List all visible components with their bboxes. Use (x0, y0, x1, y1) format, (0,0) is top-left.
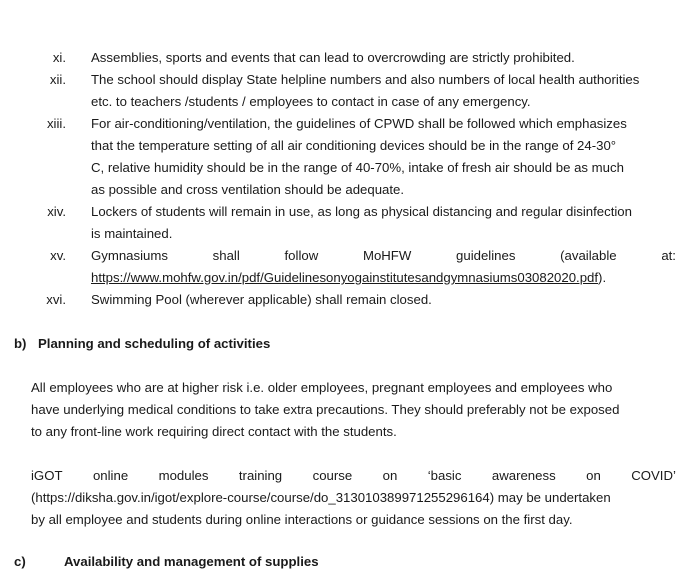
item-xvi-line-1: Swimming Pool (wherever applicable) shall remain closed. (91, 292, 432, 307)
section-b-para1-line-1: All employees who are at higher risk i.e. older employees, pregnant employees and employees who (31, 380, 613, 395)
word: ‘basic (427, 468, 462, 483)
link-suffix: ). (598, 270, 607, 285)
section-b-para2-line-2: (https://diksha.gov.in/igot/explore-course/course/do_31301038997125529616​4) may be undertaken (31, 490, 611, 505)
word: MoHFW (362, 248, 412, 263)
word: COVID’ (631, 468, 676, 483)
item-number-xi: xi. (52, 50, 66, 65)
word: modules (158, 468, 209, 483)
word: (available (560, 248, 617, 263)
item-xiii-line-1: For air-conditioning/ventilation, the guidelines of CPWD shall be followed which emphasizes (91, 116, 627, 131)
word: course (312, 468, 353, 483)
word: shall (212, 248, 240, 263)
word: follow (284, 248, 319, 263)
mohfw-guidelines-link[interactable]: https://www.mohfw.gov.in/pdf/Guidelinesonyogainstitutesandgymnasiums03082020.pdf (91, 270, 599, 285)
item-xiv-line-2: is maintained. (91, 226, 173, 241)
section-b-para2-line-1 (31, 468, 676, 483)
item-xiii-line-3: C, relative humidity should be in the range of 40-70%, intake of fresh air should be as much (91, 160, 624, 175)
item-number-xv: xv. (50, 248, 66, 263)
word: training (238, 468, 283, 483)
section-b-para1-line-3: to any front-line work requiring direct contact with the students. (31, 424, 397, 439)
item-xii-line-2: etc. to teachers /students / employees to contact in case of any emergency. (91, 94, 531, 109)
item-xv-line-1 (91, 248, 676, 263)
item-xv-line-2 (91, 270, 676, 285)
section-b-label: b) (14, 336, 27, 351)
item-number-xiv: xiv. (47, 204, 66, 219)
word: iGOT (31, 468, 63, 483)
word: at: (661, 248, 676, 263)
item-xii-line-1: The school should display State helpline numbers and also numbers of local health authorities (91, 72, 640, 87)
item-number-xvi: xvi. (46, 292, 66, 307)
section-b-title: Planning and scheduling of activities (38, 336, 271, 351)
item-xiii-line-4: as possible and cross ventilation should be adequate. (91, 182, 405, 197)
word: guidelines (456, 248, 516, 263)
section-c-label: c) (14, 554, 26, 569)
word: on (586, 468, 601, 483)
section-b-para1-line-2: have underlying medical conditions to take extra precautions. They should preferably not be exposed (31, 402, 620, 417)
item-xiv-line-1: Lockers of students will remain in use, as long as physical distancing and regular disinfection (91, 204, 632, 219)
item-xiii-line-2: that the temperature setting of all air conditioning devices should be in the range of 24-30° (91, 138, 617, 153)
word: online (92, 468, 129, 483)
word: Gymnasiums (91, 248, 168, 263)
word: awareness (491, 468, 556, 483)
item-xi-line-1: Assemblies, sports and events that can lead to overcrowding are strictly prohibited. (91, 50, 575, 65)
item-number-xiii: xiii. (46, 116, 66, 131)
section-c-title: Availability and management of supplies (64, 554, 319, 569)
section-b-para2-line-3: by all employee and students during online interactions or guidance sessions on the first day. (31, 512, 573, 527)
item-number-xii: xii. (49, 72, 66, 87)
word: on (382, 468, 398, 483)
